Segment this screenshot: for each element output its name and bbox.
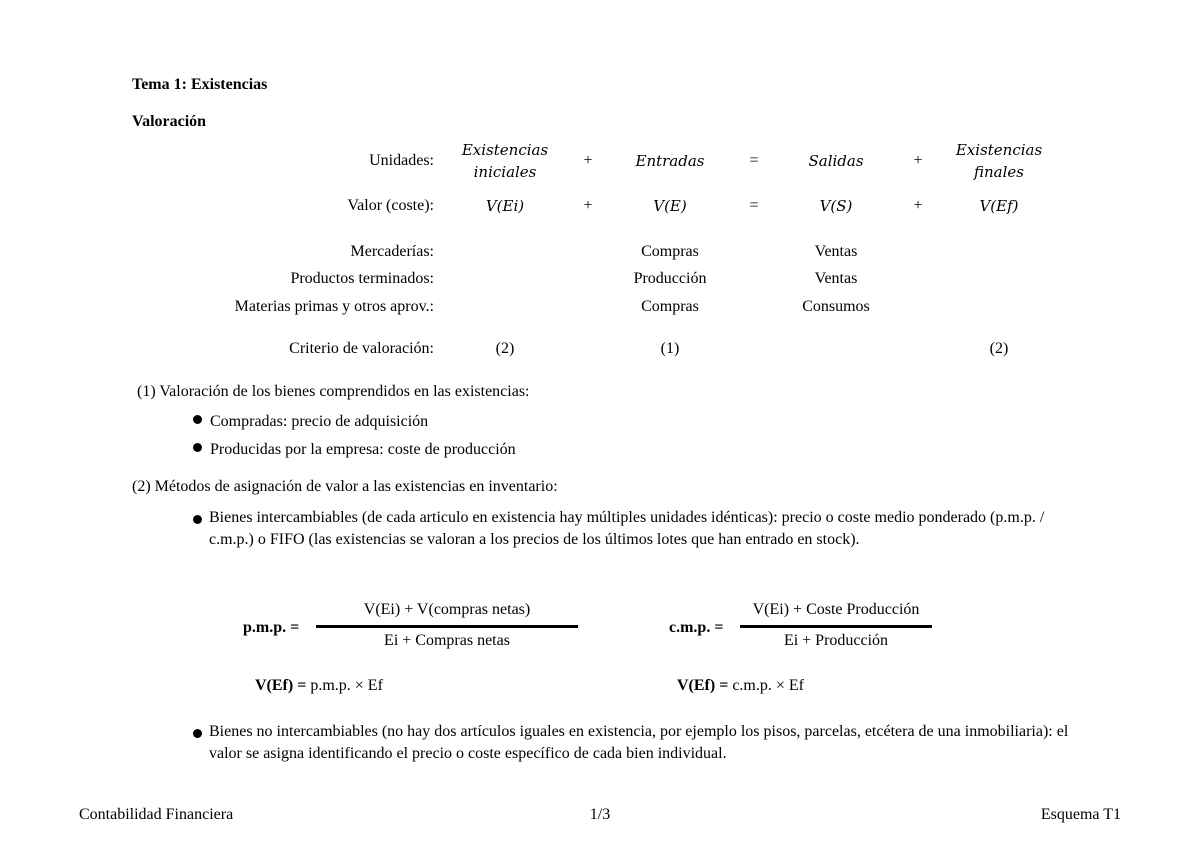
bullet-icon	[193, 443, 202, 452]
cell-entradas: Entradas	[635, 152, 705, 170]
type-label: Materias primas y otros aprov.:	[234, 298, 434, 315]
type-label: Mercaderías:	[350, 243, 434, 260]
pmp-denominator: Ei + Compras netas	[384, 632, 510, 649]
pmp-vef: V(Ef) = p.m.p. × Ef	[255, 677, 383, 694]
note-2-bullet-intercambiables: Bienes intercambiables (de cada articulo en existencia hay múltiples unidades idénticas): precio o coste medio ponderado (p.m.p. / c.m.p.) o FIFO (las existencias se valoran a los precios de los últimos lotes que han entrado en stock).	[209, 509, 1045, 548]
cell-existencias-iniciales: Existencias iniciales	[461, 141, 549, 181]
footer-right: Esquema T1	[1040, 806, 1121, 823]
equals-sign: =	[749, 197, 759, 214]
criterio-ei: (2)	[495, 340, 515, 357]
criterio-ef: (2)	[989, 340, 1009, 357]
section-title: Valoración	[132, 113, 207, 130]
bullet-icon	[193, 729, 202, 738]
plus-sign: +	[583, 152, 593, 169]
plus-sign: +	[913, 152, 923, 169]
type-label: Productos terminados:	[290, 270, 434, 287]
type-salidas: Ventas	[814, 243, 858, 260]
cmp-lhs: c.m.p. =	[669, 619, 724, 636]
pmp-fraction-bar	[316, 625, 578, 628]
bullet-icon	[193, 415, 202, 424]
cell-v-e: V(E)	[653, 197, 687, 215]
type-entradas: Compras	[641, 298, 699, 315]
cmp-numerator: V(Ei) + Coste Producción	[752, 601, 920, 618]
type-salidas: Consumos	[802, 298, 870, 315]
cell-v-ei: V(Ei)	[485, 197, 525, 215]
criterio-label: Criterio de valoración:	[289, 340, 434, 357]
cmp-denominator: Ei + Producción	[783, 632, 889, 649]
bullet-icon	[193, 515, 202, 524]
note-2-title: (2) Métodos de asignación de valor a las existencias en inventario:	[132, 478, 558, 495]
cell-v-ef: V(Ef)	[979, 197, 1019, 215]
equals-sign: =	[749, 152, 759, 169]
pmp-numerator: V(Ei) + V(compras netas)	[363, 601, 531, 618]
footer-page-number: 1/3	[589, 806, 611, 823]
note-1-bullet: Producidas por la empresa: coste de producción	[193, 441, 516, 459]
plus-sign: +	[913, 197, 923, 214]
note-2-bullet-no-intercambiables: Bienes no intercambiables (no hay dos artículos iguales en existencia, por ejemplo los pisos, parcelas, etcétera de una inmobiliaria): el valor se asigna identificando el precio o coste específico de cada bien individual.	[209, 723, 1069, 762]
cmp-fraction-bar	[740, 625, 932, 628]
cell-v-s: V(S)	[819, 197, 853, 215]
type-entradas: Producción	[633, 270, 707, 287]
cell-salidas: Salidas	[808, 152, 864, 170]
criterio-entradas: (1)	[660, 340, 680, 357]
note-1-title: (1) Valoración de los bienes comprendidos en las existencias:	[137, 383, 530, 400]
note-1-bullet: Compradas: precio de adquisición	[193, 413, 428, 431]
footer-left: Contabilidad Financiera	[79, 806, 234, 823]
page-title: Tema 1: Existencias	[132, 76, 268, 93]
type-salidas: Ventas	[814, 270, 858, 287]
type-entradas: Compras	[641, 243, 699, 260]
cell-existencias-finales: Existencias finales	[955, 141, 1043, 181]
row-label-unidades: Unidades:	[369, 152, 434, 169]
cmp-vef: V(Ef) = c.m.p. × Ef	[677, 677, 804, 694]
plus-sign: +	[583, 197, 593, 214]
row-label-valor: Valor (coste):	[347, 197, 434, 214]
pmp-lhs: p.m.p. =	[243, 619, 300, 636]
